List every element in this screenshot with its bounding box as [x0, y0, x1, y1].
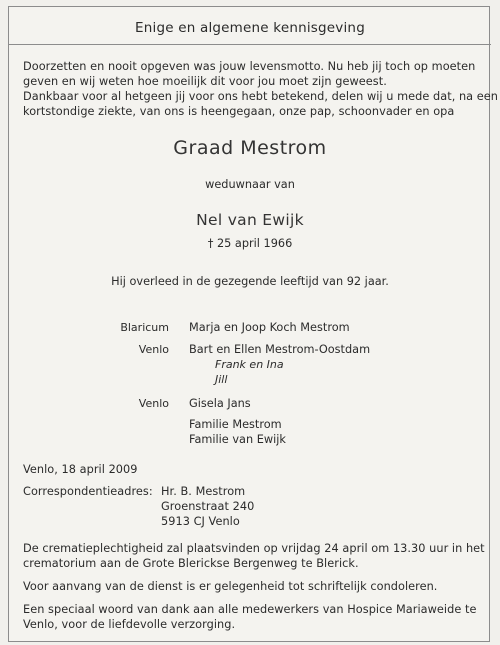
intro-line: geven en wij weten hoe moeilijk dit voor jou moet zijn geweest.	[23, 75, 387, 88]
intro-line: Dankbaar voor al hetgeen jij voor ons hebt betekend, delen wij u mede dat, na een	[23, 90, 499, 103]
family-names: Gisela Jans	[189, 397, 251, 410]
address-line: Hr. B. Mestrom	[161, 485, 246, 498]
place-date: Venlo, 18 april 2009	[23, 463, 138, 476]
deceased-name: Graad Mestrom	[173, 137, 327, 159]
spouse-name: Nel van Ewijk	[196, 211, 304, 229]
grandchildren-names: Jill	[215, 373, 228, 386]
spouse-death-date: † 25 april 1966	[207, 237, 293, 250]
notice-line: crematorium aan de Grote Blerickse Bergenweg te Blerick.	[23, 557, 359, 570]
family-names: Familie van Ewijk	[189, 433, 286, 446]
notice-heading: Enige en algemene kennisgeving	[135, 20, 365, 36]
address-line: 5913 CJ Venlo	[161, 515, 240, 528]
notice-line: De crematieplechtigheid zal plaatsvinden op vrijdag 24 april om 13.30 uur in het	[23, 542, 485, 555]
heading-divider	[9, 44, 491, 45]
family-names: Bart en Ellen Mestrom-Oostdam	[189, 343, 371, 356]
notice-line: Venlo, voor de liefdevolle verzorging.	[23, 618, 236, 631]
family-names: Marja en Joop Koch Mestrom	[189, 321, 350, 334]
notice-line: Een speciaal woord van dank aan alle medewerkers van Hospice Mariaweide te	[23, 603, 477, 616]
address-line: Groenstraat 240	[161, 500, 255, 513]
intro-line: Doorzetten en nooit opgeven was jouw levensmotto. Nu heb jij toch op moeten	[23, 60, 476, 73]
family-place: Venlo	[138, 343, 169, 356]
family-place: Blaricum	[120, 321, 169, 334]
correspondence-label: Correspondentieadres:	[23, 485, 153, 498]
intro-line: kortstondige ziekte, van ons is heengegaan, onze pap, schoonvader en opa	[23, 105, 455, 118]
spouse-intro: weduwnaar van	[205, 178, 295, 191]
grandchildren-names: Frank en Ina	[215, 358, 284, 371]
death-notice-card	[8, 6, 499, 642]
family-place: Venlo	[138, 397, 169, 410]
condolence-notice: Voor aanvang van de dienst is er gelegenheid tot schriftelijk condoleren.	[23, 580, 438, 593]
age-statement: Hij overleed in de gezegende leeftijd van 92 jaar.	[111, 275, 389, 288]
family-names: Familie Mestrom	[189, 418, 282, 431]
